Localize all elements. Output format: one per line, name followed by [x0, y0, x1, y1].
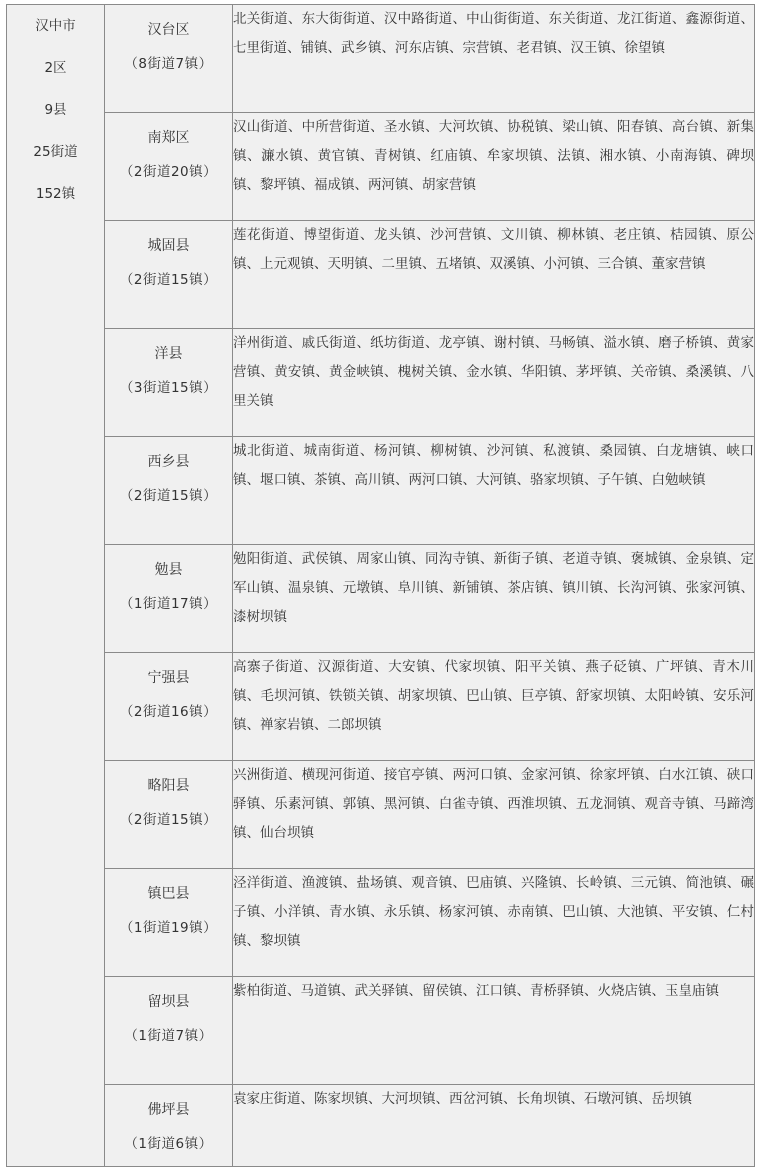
county-name: 佛坪县: [147, 1102, 190, 1118]
county-name: 勉县: [154, 562, 183, 578]
county-total: 9县: [44, 102, 67, 118]
towns-list: 紫柏街道、马道镇、武关驿镇、留侯镇、江口镇、青桥驿镇、火烧店镇、玉皇庙镇: [233, 977, 755, 1085]
table-row: [7, 977, 755, 1085]
county-name: 城固县: [147, 238, 190, 254]
subdistrict-total: 25街道: [33, 144, 78, 160]
county-cell: [105, 869, 233, 977]
county-cell: [105, 437, 233, 545]
county-name: 留坝县: [147, 994, 190, 1010]
table-row: [7, 329, 755, 437]
towns-list: 北关街道、东大街街道、汉中路街道、中山街街道、东关街道、龙江街道、鑫源街道、七里街道、铺镇、武乡镇、河东店镇、宗营镇、老君镇、汉王镇、徐望镇: [233, 5, 755, 113]
county-count: （1街道19镇）: [119, 920, 218, 936]
county-count: （2街道15镇）: [119, 272, 218, 288]
town-total: 152镇: [35, 186, 76, 202]
county-count: （2街道20镇）: [119, 164, 218, 180]
county-cell: [105, 653, 233, 761]
county-count: （2街道16镇）: [119, 704, 218, 720]
city-summary-cell: [7, 5, 105, 1167]
county-cell: [105, 977, 233, 1085]
county-name: 西乡县: [147, 454, 190, 470]
county-cell: [105, 545, 233, 653]
towns-list: 袁家庄街道、陈家坝镇、大河坝镇、西岔河镇、长角坝镇、石墩河镇、岳坝镇: [233, 1085, 755, 1167]
county-name: 镇巴县: [147, 886, 190, 902]
county-name: 略阳县: [147, 778, 190, 794]
city-name: 汉中市: [35, 18, 76, 34]
table-row: [7, 437, 755, 545]
county-count: （1街道17镇）: [119, 596, 218, 612]
admin-division-table: [6, 4, 755, 1167]
district-count: 2区: [44, 60, 67, 76]
towns-list: 泾洋街道、渔渡镇、盐场镇、观音镇、巴庙镇、兴隆镇、长岭镇、三元镇、简池镇、碾子镇、小洋镇、青水镇、永乐镇、杨家河镇、赤南镇、巴山镇、大池镇、平安镇、仁村镇、黎坝镇: [233, 869, 755, 977]
towns-list: 城北街道、城南街道、杨河镇、柳树镇、沙河镇、私渡镇、桑园镇、白龙塘镇、峡口镇、堰口镇、茶镇、高川镇、两河口镇、大河镇、骆家坝镇、子午镇、白勉峡镇: [233, 437, 755, 545]
county-count: （8街道7镇）: [124, 56, 213, 72]
county-cell: [105, 221, 233, 329]
table-row: [7, 869, 755, 977]
county-count: （1街道7镇）: [124, 1028, 213, 1044]
towns-list: 洋州街道、戚氏街道、纸坊街道、龙亭镇、谢村镇、马畅镇、溢水镇、磨子桥镇、黄家营镇、黄安镇、黄金峡镇、槐树关镇、金水镇、华阳镇、茅坪镇、关帝镇、桑溪镇、八里关镇: [233, 329, 755, 437]
county-name: 汉台区: [147, 22, 190, 38]
county-name: 宁强县: [147, 670, 190, 686]
county-cell: [105, 761, 233, 869]
county-count: （1街道6镇）: [124, 1136, 213, 1152]
towns-list: 汉山街道、中所营街道、圣水镇、大河坎镇、协税镇、梁山镇、阳春镇、高台镇、新集镇、濂水镇、黄官镇、青树镇、红庙镇、牟家坝镇、法镇、湘水镇、小南海镇、碑坝镇、黎坪镇、福成镇、两河镇、胡家营镇: [233, 113, 755, 221]
county-cell: [105, 329, 233, 437]
county-count: （3街道15镇）: [119, 380, 218, 396]
table-row: [7, 653, 755, 761]
table-row: [7, 761, 755, 869]
table-row: [7, 545, 755, 653]
towns-list: 莲花街道、博望街道、龙头镇、沙河营镇、文川镇、柳林镇、老庄镇、桔园镇、原公镇、上元观镇、天明镇、二里镇、五堵镇、双溪镇、小河镇、三合镇、董家营镇: [233, 221, 755, 329]
table-row: [7, 1085, 755, 1167]
towns-list: 勉阳街道、武侯镇、周家山镇、同沟寺镇、新街子镇、老道寺镇、褒城镇、金泉镇、定军山镇、温泉镇、元墩镇、阜川镇、新铺镇、茶店镇、镇川镇、长沟河镇、张家河镇、漆树坝镇: [233, 545, 755, 653]
table-body: [7, 5, 755, 1167]
county-cell: [105, 113, 233, 221]
table-row: [7, 113, 755, 221]
table-row: [7, 221, 755, 329]
county-count: （2街道15镇）: [119, 488, 218, 504]
county-count: （2街道15镇）: [119, 812, 218, 828]
admin-division-table-container: [6, 4, 754, 1167]
table-row: [7, 5, 755, 113]
county-name: 南郑区: [147, 130, 190, 146]
towns-list: 高寨子街道、汉源街道、大安镇、代家坝镇、阳平关镇、燕子砭镇、广坪镇、青木川镇、毛坝河镇、铁锁关镇、胡家坝镇、巴山镇、巨亭镇、舒家坝镇、太阳岭镇、安乐河镇、禅家岩镇、二郎坝镇: [233, 653, 755, 761]
county-name: 洋县: [154, 346, 183, 362]
county-cell: [105, 5, 233, 113]
county-cell: [105, 1085, 233, 1167]
towns-list: 兴洲街道、横现河街道、接官亭镇、两河口镇、金家河镇、徐家坪镇、白水江镇、硖口驿镇、乐素河镇、郭镇、黑河镇、白雀寺镇、西淮坝镇、五龙洞镇、观音寺镇、马蹄湾镇、仙台坝镇: [233, 761, 755, 869]
